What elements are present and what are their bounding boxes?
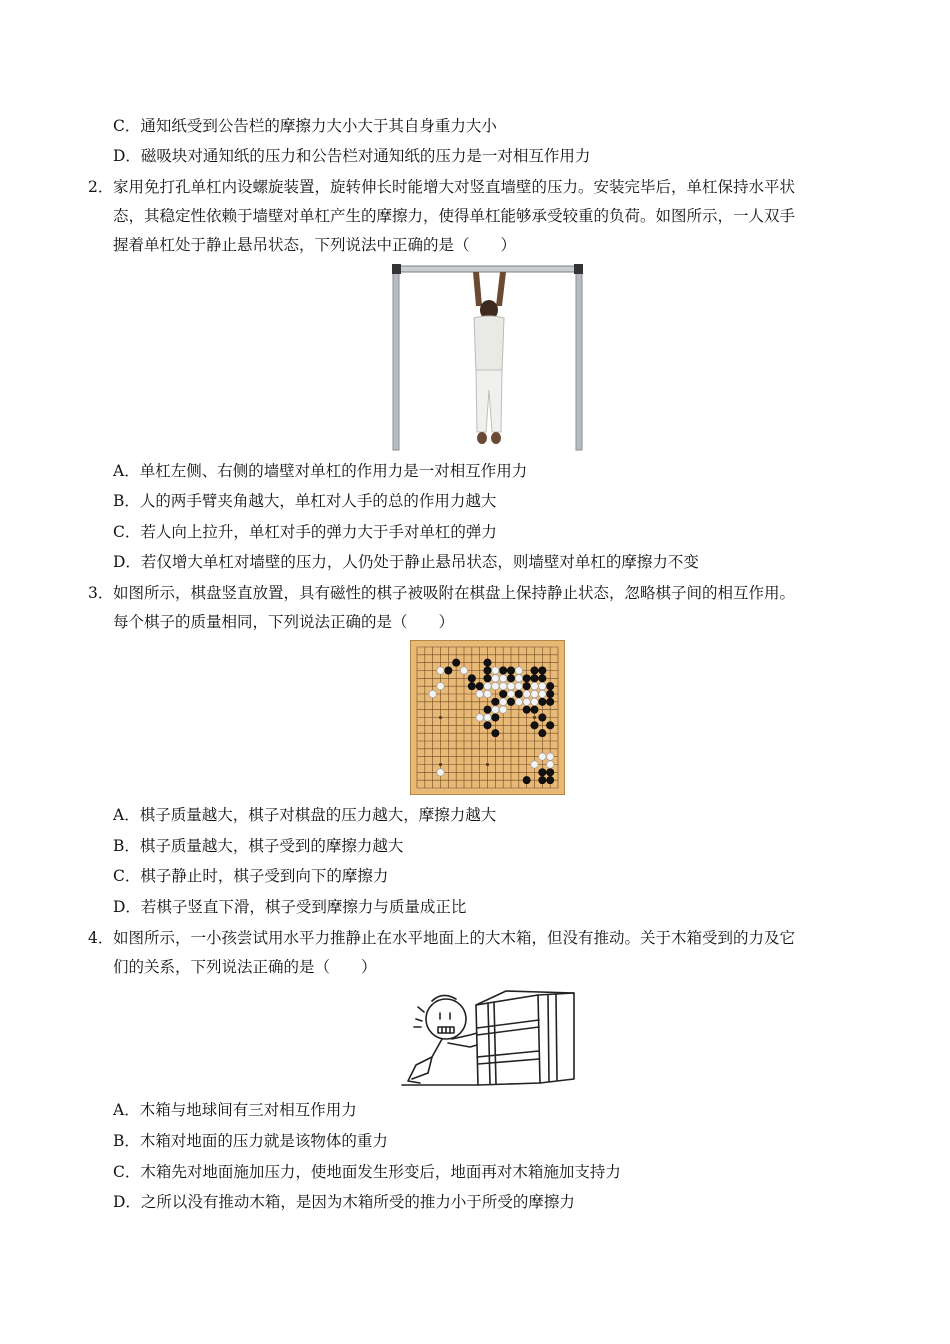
- go-stone: [452, 659, 459, 666]
- q2-stem-line-2: 态，其稳定性依赖于墙壁对单杠产生的摩擦力，使得单杠能够承受较重的负荷。如图所示，一人双手: [113, 207, 796, 225]
- go-stone: [539, 753, 546, 760]
- go-stone: [484, 675, 491, 682]
- q1-option-c: C．通知纸受到公告栏的摩擦力大小大于其自身重力大小: [113, 117, 497, 135]
- go-stone: [531, 667, 538, 674]
- go-stone: [515, 667, 522, 674]
- pull-up-bar-figure: [388, 262, 588, 452]
- q3-option-c: C．棋子静止时，棋子受到向下的摩擦力: [113, 867, 389, 885]
- go-stone: [460, 667, 467, 674]
- go-stone: [546, 722, 553, 729]
- go-stone: [546, 769, 553, 776]
- q3-option-d: D．若棋子竖直下滑，棋子受到摩擦力与质量成正比: [113, 898, 467, 916]
- go-stone: [484, 682, 491, 689]
- go-stone: [499, 706, 506, 713]
- go-stone: [531, 682, 538, 689]
- q4-option-b: B．木箱对地面的压力就是该物体的重力: [113, 1132, 388, 1150]
- q2-option-a: A．单杠左侧、右侧的墙壁对单杠的作用力是一对相互作用力: [113, 462, 528, 480]
- go-stone: [484, 659, 491, 666]
- go-stone: [539, 667, 546, 674]
- go-stone: [499, 682, 506, 689]
- go-stone: [539, 729, 546, 736]
- q2-stem-line-1: 家用免打孔单杠内设螺旋装置，旋转伸长时能增大对竖直墙壁的压力。安装完毕后，单杠保持水平状: [113, 178, 796, 196]
- q3-stem-line-1: 如图所示，棋盘竖直放置，具有磁性的棋子被吸附在棋盘上保持静止状态，忽略棋子间的相互作用。: [113, 584, 796, 602]
- go-stone: [468, 675, 475, 682]
- go-stone: [499, 675, 506, 682]
- q3-option-a: A．棋子质量越大，棋子对棋盘的压力越大，摩擦力越大: [113, 806, 497, 824]
- go-stone: [437, 667, 444, 674]
- go-stone: [523, 776, 530, 783]
- go-board-figure: [410, 640, 565, 795]
- go-stone: [546, 682, 553, 689]
- q2-option-b: B．人的两手臂夹角越大，单杠对人手的总的作用力越大: [113, 492, 497, 510]
- go-stone: [492, 729, 499, 736]
- go-stone: [429, 690, 436, 697]
- go-stone: [546, 761, 553, 768]
- q4-number: 4．: [88, 929, 114, 947]
- go-stone: [492, 675, 499, 682]
- go-stone: [507, 667, 514, 674]
- go-stone: [507, 675, 514, 682]
- go-stone: [499, 698, 506, 705]
- go-stone: [507, 690, 514, 697]
- go-stone: [523, 690, 530, 697]
- go-stone: [539, 698, 546, 705]
- go-stone: [523, 698, 530, 705]
- q3-option-b: B．棋子质量越大，棋子受到的摩擦力越大: [113, 837, 404, 855]
- go-stone: [507, 698, 514, 705]
- go-stone: [531, 675, 538, 682]
- go-stone: [531, 761, 538, 768]
- go-stone: [445, 667, 452, 674]
- go-stone: [492, 714, 499, 721]
- go-stone: [499, 667, 506, 674]
- go-stone: [476, 682, 483, 689]
- go-stone: [476, 690, 483, 697]
- go-stone: [484, 706, 491, 713]
- go-stone: [539, 682, 546, 689]
- go-stone: [531, 722, 538, 729]
- go-stone: [492, 667, 499, 674]
- q4-stem-line-2: 们的关系，下列说法正确的是（ ）: [113, 958, 377, 976]
- q4-option-d: D．之所以没有推动木箱，是因为木箱所受的推力小于所受的摩擦力: [113, 1193, 575, 1211]
- q1-option-d: D．磁吸块对通知纸的压力和公告栏对通知纸的压力是一对相互作用力: [113, 147, 591, 165]
- go-stone: [515, 675, 522, 682]
- go-stone: [531, 698, 538, 705]
- go-stone: [484, 690, 491, 697]
- q2-option-d: D．若仅增大单杠对墙壁的压力，人仍处于静止悬吊状态，则墙壁对单杠的摩擦力不变: [113, 553, 699, 571]
- q3-number: 3．: [88, 584, 114, 602]
- go-stone: [539, 776, 546, 783]
- child-pushing-crate-figure: [398, 983, 576, 1088]
- go-stone: [515, 682, 522, 689]
- go-stone: [437, 682, 444, 689]
- go-stone: [539, 690, 546, 697]
- go-stone: [492, 698, 499, 705]
- go-stone: [523, 682, 530, 689]
- go-stone: [546, 753, 553, 760]
- go-stone: [437, 769, 444, 776]
- go-stone: [539, 714, 546, 721]
- go-stone: [531, 690, 538, 697]
- go-stone: [523, 675, 530, 682]
- go-stone: [492, 706, 499, 713]
- go-stone: [484, 714, 491, 721]
- go-stone: [499, 690, 506, 697]
- q2-number: 2．: [88, 178, 114, 196]
- go-stone: [515, 698, 522, 705]
- go-stone: [476, 714, 483, 721]
- go-stone: [468, 682, 475, 689]
- go-stone: [546, 698, 553, 705]
- q4-option-a: A．木箱与地球间有三对相互作用力: [113, 1101, 357, 1119]
- q2-option-c: C．若人向上拉升，单杠对手的弹力大于手对单杠的弹力: [113, 523, 497, 541]
- go-stone: [484, 667, 491, 674]
- go-stone: [546, 776, 553, 783]
- go-stone: [492, 682, 499, 689]
- go-stone: [484, 722, 491, 729]
- go-stone: [546, 690, 553, 697]
- go-stone: [515, 690, 522, 697]
- q4-stem-line-1: 如图所示，一小孩尝试用水平力推静止在水平地面上的大木箱，但没有推动。关于木箱受到的力及它: [113, 929, 796, 947]
- q3-stem-line-2: 每个棋子的质量相同，下列说法正确的是（ ）: [113, 613, 455, 631]
- go-stone: [507, 682, 514, 689]
- q2-stem-line-3: 握着单杠处于静止悬吊状态，下列说法中正确的是（ ）: [113, 236, 517, 254]
- q4-option-c: C．木箱先对地面施加压力，使地面发生形变后，地面再对木箱施加支持力: [113, 1163, 621, 1181]
- go-stone: [539, 769, 546, 776]
- go-stone: [531, 706, 538, 713]
- go-stone: [539, 675, 546, 682]
- go-stone: [523, 706, 530, 713]
